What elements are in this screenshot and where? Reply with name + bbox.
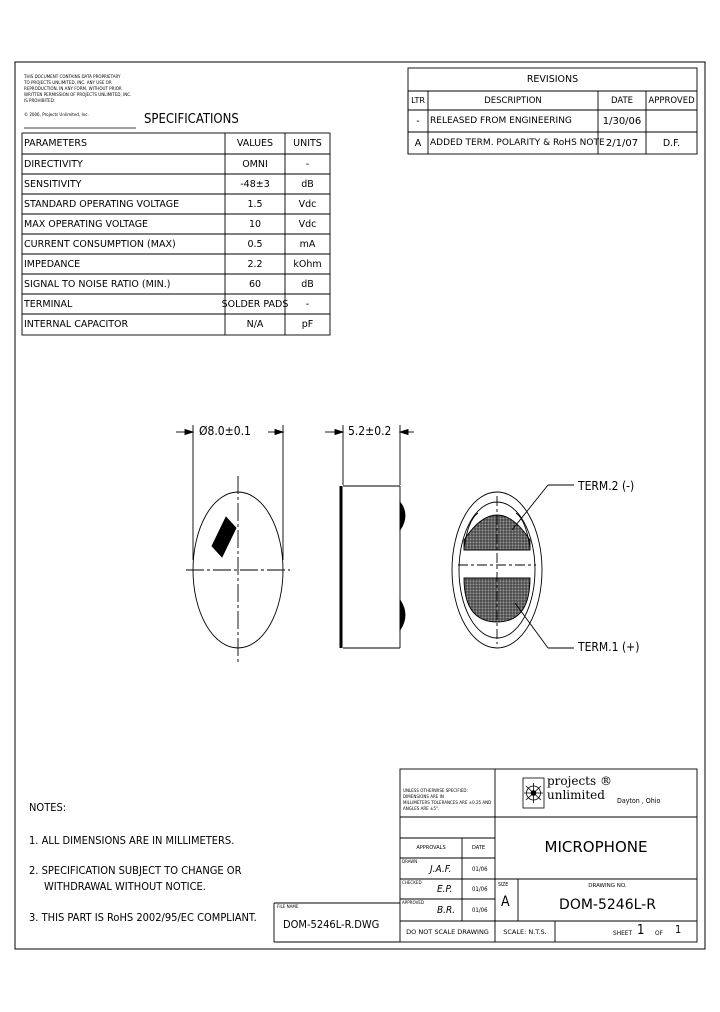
top-view (186, 425, 290, 664)
spec-unit: - (305, 158, 310, 170)
spec-header-param: PARAMETERS (24, 138, 87, 149)
no-scale-note: DO NOT SCALE DRAWING (406, 927, 489, 936)
spec-header-units: UNITS (293, 138, 322, 149)
note-item: 1. ALL DIMENSIONS ARE IN MILLIMETERS. (29, 834, 235, 847)
notice-line: REPRODUCTION, IN ANY FORM, WITHOUT PRIOR (24, 87, 122, 92)
rev-approved (646, 110, 697, 132)
spec-unit: dB (301, 278, 314, 290)
copyright-line: © 2006, Projects Unlimited, Inc. (24, 113, 89, 118)
tolerance-line: MILLIMETERS TOLERANCES ARE ±0.25 AND (403, 801, 492, 806)
spec-unit: - (305, 298, 310, 310)
notice-line: IS PROHIBITED. (24, 99, 56, 104)
side-view (341, 425, 405, 648)
spec-value: SOLDER PADS (221, 298, 289, 310)
notice-line: WRITTEN PERMISSION OF PROJECTS UNLIMITED, INC. (24, 93, 132, 98)
file-name: DOM-5246L-R.DWG (283, 918, 380, 931)
spec-value: 1.5 (247, 198, 263, 210)
drawing-no-label: DRAWING NO. (588, 883, 627, 889)
notes-title: NOTES: (29, 801, 67, 814)
rev-date: 2/1/07 (605, 137, 639, 149)
approval-date: 01/06 (472, 886, 488, 893)
approval-date: 01/06 (472, 866, 488, 873)
tolerance-line: UNLESS OTHERWISE SPECIFIED: (403, 789, 468, 794)
term2-label: TERM.2 (-) (578, 479, 635, 493)
company-name-line1: projects ® (547, 774, 612, 788)
rev-header-ltr: LTR (411, 96, 425, 105)
spec-param: SENSITIVITY (24, 178, 82, 190)
notice-line: THIS DOCUMENT CONTAINS DATA PROPRIETARY (24, 75, 121, 80)
spec-unit: kOhm (293, 258, 322, 270)
approvals-date-label: DATE (471, 845, 485, 851)
spec-header-values: VALUES (236, 138, 274, 149)
note-item: WITHDRAWAL WITHOUT NOTICE. (44, 880, 206, 893)
rev-date: 1/30/06 (602, 115, 642, 127)
scale-note: SCALE: N.T.S. (503, 927, 547, 936)
revisions-title: REVISIONS (526, 74, 579, 85)
drawing-number: DOM-5246L-R (559, 897, 656, 913)
rev-ltr: - (416, 115, 420, 127)
spec-unit: Vdc (298, 198, 317, 210)
rev-header-approved: APPROVED (648, 95, 695, 106)
spec-param: STANDARD OPERATING VOLTAGE (24, 198, 180, 210)
spec-value: 0.5 (247, 238, 263, 250)
spec-value: OMNI (242, 158, 268, 170)
rev-approved: D.F. (662, 137, 681, 149)
approval-date: 01/06 (472, 907, 488, 914)
spec-value: 2.2 (247, 258, 263, 270)
spec-param: SIGNAL TO NOISE RATIO (MIN.) (24, 278, 171, 290)
spec-param: DIRECTIVITY (24, 158, 83, 170)
sheet-label: SHEET (613, 929, 633, 937)
rev-ltr: A (414, 137, 422, 149)
file-name-label: FILE NAME (277, 905, 299, 910)
spec-param: TERMINAL (24, 298, 73, 310)
tolerance-line: DIMENSIONS ARE IN (403, 795, 444, 800)
note-item: 2. SPECIFICATION SUBJECT TO CHANGE OR (29, 864, 242, 877)
spec-param: CURRENT CONSUMPTION (MAX) (24, 238, 176, 250)
spec-value: -48±3 (240, 178, 270, 190)
approval-role: DRAWN (402, 860, 418, 865)
approval-role: APPROVED (402, 901, 425, 906)
note-item: 3. THIS PART IS RoHS 2002/95/EC COMPLIANT. (29, 911, 257, 924)
size-value: A (501, 894, 510, 910)
spec-param: IMPEDANCE (24, 258, 81, 270)
tolerance-line: ANGLES ARE ±5°. (403, 807, 440, 812)
spec-unit: dB (301, 178, 314, 190)
sheet-number: 1 (637, 923, 645, 938)
of-label: OF (655, 929, 663, 937)
diameter-dimension: Ø8.0±0.1 (199, 424, 251, 438)
spec-unit: mA (299, 238, 316, 250)
rev-header-description: DESCRIPTION (484, 95, 542, 106)
height-dimension: 5.2±0.2 (348, 424, 392, 438)
rev-header-date: DATE (610, 95, 634, 106)
spec-param: INTERNAL CAPACITOR (24, 319, 129, 330)
company-logo (523, 778, 544, 808)
notice-line: TO PROJECTS UNLIMITED, INC. ANY USE OR (24, 81, 112, 86)
spec-param: MAX OPERATING VOLTAGE (24, 218, 149, 230)
sheet-total: 1 (675, 923, 682, 936)
rev-description: RELEASED FROM ENGINEERING (430, 116, 572, 126)
approval-name: J.A.F. (430, 864, 452, 875)
term1-label: TERM.1 (+) (578, 640, 640, 654)
approval-role: CHECKED (402, 881, 422, 886)
bottom-view (452, 492, 542, 648)
size-label: SIZE (498, 882, 509, 888)
approval-name: B.R. (437, 905, 456, 916)
spec-value: 10 (248, 218, 262, 230)
company-name-line2: unlimited (547, 788, 605, 802)
spec-value: N/A (246, 319, 264, 330)
leader-lines (512, 485, 574, 648)
approvals-label: APPROVALS (416, 845, 446, 851)
approval-name: E.P. (437, 884, 453, 895)
specifications-title: SPECIFICATIONS (144, 112, 239, 127)
rev-description: ADDED TERM. POLARITY & RoHS NOTE (430, 138, 605, 148)
part-title: MICROPHONE (544, 838, 648, 856)
spec-unit: Vdc (298, 218, 317, 230)
company-location: Dayton , Ohio (617, 797, 661, 805)
spec-value: 60 (248, 278, 262, 290)
spec-unit: pF (301, 319, 314, 330)
